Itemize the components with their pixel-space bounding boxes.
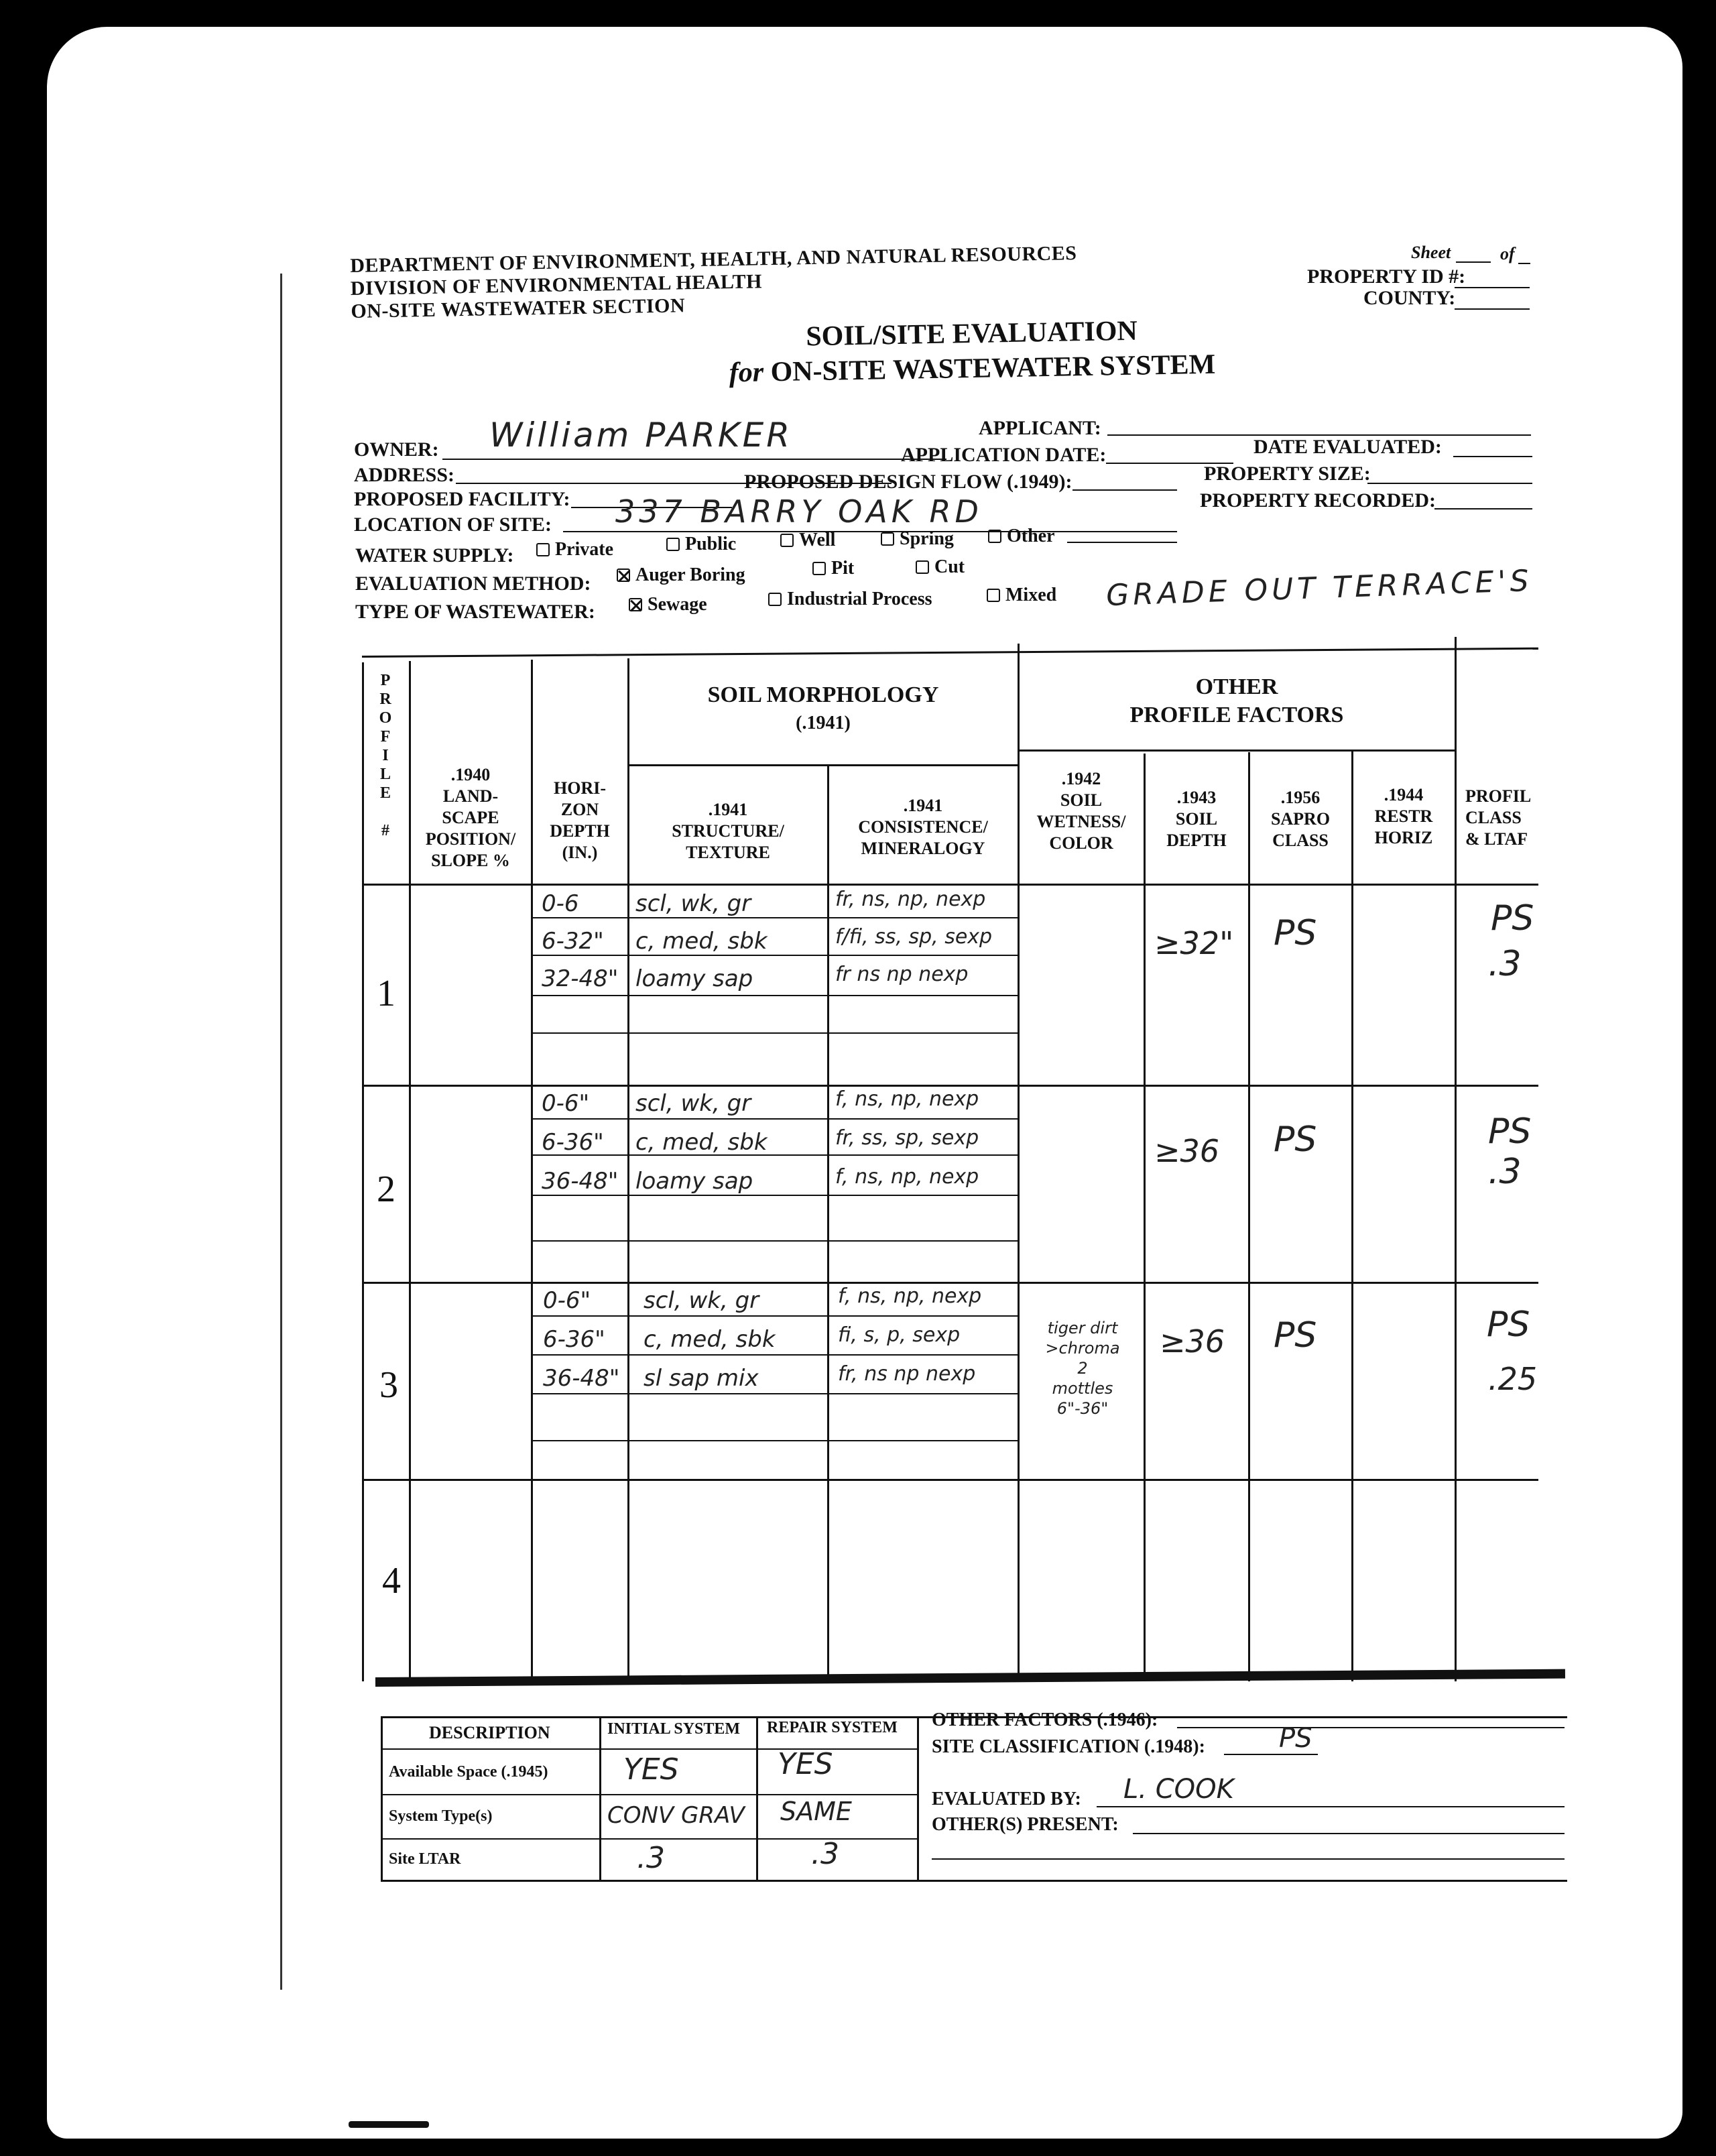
other-factors-header: OTHER PROFILE FACTORS bbox=[1129, 674, 1344, 727]
wetness-header: .1942 SOIL WETNESS/ COLOR bbox=[1036, 769, 1126, 853]
design-flow-field[interactable] bbox=[1072, 489, 1177, 491]
title-line-2: ON-SITE WASTEWATER SYSTEM bbox=[770, 349, 1216, 388]
water-option-well[interactable]: Well bbox=[780, 530, 835, 551]
sub-row-line bbox=[531, 1195, 1018, 1196]
sapro-header: .1956 SAPRO CLASS bbox=[1270, 788, 1331, 850]
property-size-field[interactable] bbox=[1367, 483, 1532, 484]
sheet-line[interactable] bbox=[1456, 261, 1491, 263]
structure-texture: scl, wk, gr bbox=[635, 890, 751, 917]
structure-texture: scl, wk, gr bbox=[644, 1287, 759, 1314]
eval-option-pit[interactable]: Pit bbox=[812, 558, 854, 579]
col-divider bbox=[1455, 637, 1457, 1681]
structure-texture: c, med, sbk bbox=[635, 1129, 768, 1156]
col-divider bbox=[1248, 752, 1250, 1681]
of-label: of bbox=[1500, 244, 1515, 263]
summary-bottom bbox=[381, 1880, 1567, 1882]
sub-row-line bbox=[531, 955, 1018, 956]
site-ltar-repair: .3 bbox=[811, 1837, 839, 1871]
checkbox-industrial[interactable] bbox=[768, 593, 782, 606]
consistence: fr, ns np nexp bbox=[838, 1362, 976, 1386]
agency-line-3: ON-SITE WASTEWATER SECTION bbox=[351, 294, 686, 322]
initial-system-header: INITIAL SYSTEM bbox=[607, 1720, 741, 1738]
checkbox-cut[interactable] bbox=[916, 560, 929, 574]
title-for: for bbox=[729, 357, 764, 389]
checkbox-private[interactable] bbox=[536, 543, 550, 556]
other-factors-label: OTHER FACTORS (.1946): bbox=[932, 1710, 1158, 1730]
scan-smudge bbox=[349, 2121, 429, 2128]
owner-value: William PARKER bbox=[489, 416, 792, 455]
horizon-depth: 6-36" bbox=[542, 1129, 604, 1156]
soil-depth: ≥32" bbox=[1154, 925, 1234, 961]
soil-morphology-header: SOIL MORPHOLOGY (.1941) bbox=[707, 682, 939, 733]
wastewater-option-sewage[interactable]: Sewage bbox=[629, 594, 707, 615]
col-divider bbox=[1018, 644, 1020, 1681]
soil-depth: ≥36 bbox=[1160, 1323, 1225, 1360]
sapro-class: PS bbox=[1274, 1120, 1317, 1160]
horizon-depth: 0-6 bbox=[542, 890, 579, 917]
evaluated-by-label: EVALUATED BY: bbox=[932, 1789, 1081, 1809]
water-option-private[interactable]: Private bbox=[536, 539, 613, 560]
agency-header bbox=[350, 242, 1078, 323]
evaluated-by-field[interactable] bbox=[1097, 1806, 1565, 1807]
water-supply-label: WATER SUPPLY: bbox=[355, 544, 514, 566]
checkbox-public[interactable] bbox=[666, 538, 680, 551]
available-space-label: Available Space (.1945) bbox=[389, 1763, 548, 1781]
horizon-header: HORI- ZON DEPTH (IN.) bbox=[550, 778, 610, 862]
site-ltar-label: Site LTAR bbox=[389, 1850, 461, 1868]
evaluated-by-value: L. COOK bbox=[1123, 1774, 1234, 1805]
other-factors-field[interactable] bbox=[1177, 1727, 1565, 1728]
row-divider bbox=[627, 764, 1018, 766]
landscape-header: .1940 LAND- SCAPE POSITION/ SLOPE % bbox=[425, 765, 516, 870]
horizon-depth: 0-6" bbox=[542, 1090, 590, 1117]
water-option-public[interactable]: Public bbox=[666, 534, 736, 555]
date-evaluated-label: DATE EVALUATED: bbox=[1253, 436, 1442, 458]
sub-row-line bbox=[531, 1240, 1018, 1242]
system-type-repair: SAME bbox=[780, 1797, 852, 1826]
sub-row-line bbox=[531, 995, 1018, 996]
summary-col bbox=[381, 1716, 383, 1881]
row-divider bbox=[362, 884, 1538, 886]
available-space-initial: YES bbox=[623, 1752, 679, 1787]
col-divider bbox=[531, 660, 533, 1681]
col-divider bbox=[627, 658, 629, 1681]
horizon-depth: 36-48" bbox=[542, 1168, 619, 1195]
profile-class-header: PROFIL CLASS & LTAF bbox=[1465, 786, 1532, 849]
eval-option-auger[interactable]: Auger Boring bbox=[617, 564, 745, 586]
wastewater-type-label: TYPE OF WASTEWATER: bbox=[355, 601, 595, 623]
applicant-label: APPLICANT: bbox=[979, 417, 1101, 439]
property-id-label: PROPERTY ID #: bbox=[1307, 265, 1466, 288]
profile-ltar: .3 bbox=[1488, 944, 1522, 984]
structure-header: .1941 STRUCTURE/ TEXTURE bbox=[672, 800, 784, 862]
consistence: f, ns, np, nexp bbox=[835, 1165, 979, 1189]
sub-row-line bbox=[531, 1354, 1018, 1356]
county-field[interactable] bbox=[1455, 308, 1530, 310]
available-space-repair: YES bbox=[778, 1747, 833, 1781]
horizon-depth: 0-6" bbox=[543, 1287, 591, 1314]
location-label: LOCATION OF SITE: bbox=[354, 514, 552, 536]
profile-ltar: .3 bbox=[1488, 1152, 1522, 1192]
property-id-field[interactable] bbox=[1455, 287, 1530, 288]
table-left-border bbox=[362, 662, 364, 1681]
profile-class: PS bbox=[1491, 898, 1534, 939]
consistence: fr, ns, np, nexp bbox=[835, 888, 986, 911]
agency-line-1: DEPARTMENT OF ENVIRONMENT, HEALTH, AND NATURAL RESOURCES bbox=[350, 242, 1077, 277]
col-divider bbox=[409, 661, 411, 1681]
others-present-field[interactable] bbox=[1133, 1833, 1565, 1834]
summary-col bbox=[599, 1716, 601, 1881]
summary-col bbox=[756, 1716, 758, 1881]
scan-edge-line bbox=[280, 274, 282, 1990]
application-date-label: APPLICATION DATE: bbox=[901, 444, 1107, 466]
consistence: f, ns, np, nexp bbox=[835, 1087, 979, 1111]
profile-class: PS bbox=[1487, 1305, 1530, 1345]
location-value: 337 BARRY OAK RD bbox=[615, 493, 983, 530]
sapro-class: PS bbox=[1274, 913, 1317, 953]
consistence: f, ns, np, nexp bbox=[838, 1284, 982, 1308]
profile-ltar: .25 bbox=[1488, 1361, 1538, 1397]
owner-field[interactable] bbox=[442, 459, 946, 460]
checkbox-spring[interactable] bbox=[881, 532, 894, 546]
profile-number-4: 4 bbox=[382, 1560, 401, 1602]
structure-texture: sl sap mix bbox=[644, 1365, 759, 1392]
eval-option-cut[interactable]: Cut bbox=[916, 556, 965, 578]
design-flow-label: PROPOSED DESIGN FLOW (.1949): bbox=[744, 471, 1072, 493]
site-classification-label: SITE CLASSIFICATION (.1948): bbox=[932, 1736, 1205, 1757]
sub-row-line bbox=[531, 1032, 1018, 1034]
wastewater-option-mixed[interactable]: Mixed bbox=[987, 585, 1056, 606]
site-ltar-initial: .3 bbox=[637, 1841, 665, 1875]
date-evaluated-field[interactable] bbox=[1453, 456, 1532, 457]
owner-label: OWNER: bbox=[354, 438, 439, 461]
evaluation-method-label: EVALUATION METHOD: bbox=[355, 573, 591, 595]
checkbox-other[interactable] bbox=[988, 530, 1001, 543]
horizon-depth: 32-48" bbox=[542, 965, 619, 992]
consistence: fr, ss, sp, sexp bbox=[835, 1126, 979, 1150]
row-divider bbox=[362, 1085, 1538, 1087]
sheet-label: Sheet bbox=[1411, 243, 1451, 262]
row-divider bbox=[362, 1282, 1538, 1284]
handwritten-note: GRADE OUT TERRACE'S bbox=[1105, 563, 1534, 613]
col-divider bbox=[1351, 751, 1353, 1681]
others-present-extra-line[interactable] bbox=[932, 1858, 1565, 1860]
checkbox-sewage[interactable] bbox=[629, 598, 642, 611]
col-divider bbox=[1144, 754, 1146, 1681]
property-recorded-label: PROPERTY RECORDED: bbox=[1200, 489, 1436, 512]
consistence: fr ns np nexp bbox=[835, 963, 969, 986]
sub-row-line bbox=[531, 917, 1018, 918]
water-other-field[interactable] bbox=[1067, 542, 1177, 543]
row-divider bbox=[362, 1479, 1538, 1481]
consistence: f/fi, ss, sp, sexp bbox=[835, 925, 993, 949]
site-classification-value: PS bbox=[1279, 1723, 1312, 1754]
col-divider bbox=[827, 764, 829, 1681]
sub-row-line bbox=[531, 1315, 1018, 1317]
sapro-class: PS bbox=[1274, 1315, 1317, 1356]
proposed-facility-label: PROPOSED FACILITY: bbox=[354, 488, 570, 510]
summary-row-line bbox=[381, 1748, 917, 1750]
restr-header: .1944 RESTR HORIZ bbox=[1374, 785, 1433, 847]
profile-class: PS bbox=[1488, 1112, 1532, 1152]
horizon-depth: 36-48" bbox=[543, 1365, 620, 1392]
system-type-label: System Type(s) bbox=[389, 1807, 493, 1825]
county-label: COUNTY: bbox=[1363, 287, 1456, 309]
profile-header: PROFILE # bbox=[377, 672, 394, 841]
checkbox-auger-boring[interactable] bbox=[617, 568, 630, 582]
sub-row-line bbox=[531, 1440, 1018, 1441]
sub-row-line bbox=[531, 1118, 1018, 1120]
profile-number-3: 3 bbox=[379, 1364, 398, 1406]
checkbox-pit[interactable] bbox=[812, 562, 826, 575]
row-divider bbox=[1018, 750, 1455, 752]
repair-system-header: REPAIR SYSTEM bbox=[767, 1719, 898, 1736]
consistence: fi, s, p, sexp bbox=[838, 1323, 961, 1347]
property-size-label: PROPERTY SIZE: bbox=[1204, 463, 1371, 485]
sub-row-line bbox=[531, 1154, 1018, 1156]
soil-depth-header: .1943 SOIL DEPTH bbox=[1166, 788, 1227, 850]
form-title bbox=[703, 312, 1241, 391]
checkbox-well[interactable] bbox=[780, 534, 794, 547]
location-field[interactable] bbox=[563, 531, 1177, 532]
wastewater-option-industrial[interactable]: Industrial Process bbox=[768, 589, 932, 610]
sub-row-line bbox=[531, 1393, 1018, 1394]
checkbox-mixed[interactable] bbox=[987, 589, 1000, 602]
structure-texture: scl, wk, gr bbox=[635, 1090, 751, 1117]
horizon-depth: 6-36" bbox=[543, 1326, 605, 1353]
agency-line-2: DIVISION OF ENVIRONMENTAL HEALTH bbox=[350, 270, 763, 300]
title-line-1: SOIL/SITE EVALUATION bbox=[805, 315, 1138, 353]
site-classification-field[interactable] bbox=[1224, 1754, 1318, 1755]
consistence-header: .1941 CONSISTENCE/ MINERALOGY bbox=[858, 796, 988, 858]
profile-number-1: 1 bbox=[377, 973, 395, 1014]
property-recorded-field[interactable] bbox=[1434, 508, 1532, 510]
water-option-spring[interactable]: Spring bbox=[881, 528, 954, 550]
structure-texture: c, med, sbk bbox=[635, 928, 768, 955]
description-header: DESCRIPTION bbox=[429, 1723, 550, 1742]
soil-wetness-note: tiger dirt >chroma 2 mottles 6"-36" bbox=[1045, 1319, 1120, 1418]
of-line[interactable] bbox=[1518, 263, 1530, 264]
structure-texture: loamy sap bbox=[635, 1168, 753, 1195]
soil-depth: ≥36 bbox=[1154, 1133, 1220, 1169]
summary-row-line bbox=[381, 1794, 917, 1795]
structure-texture: c, med, sbk bbox=[644, 1326, 776, 1353]
address-label: ADDRESS: bbox=[354, 464, 455, 486]
others-present-label: OTHER(S) PRESENT: bbox=[932, 1814, 1119, 1835]
profile-number-2: 2 bbox=[377, 1169, 395, 1210]
structure-texture: loamy sap bbox=[635, 965, 753, 992]
water-option-other[interactable]: Other bbox=[988, 526, 1055, 547]
system-type-initial: CONV GRAV bbox=[607, 1802, 745, 1829]
horizon-depth: 6-32" bbox=[542, 928, 604, 955]
summary-col bbox=[917, 1716, 919, 1881]
